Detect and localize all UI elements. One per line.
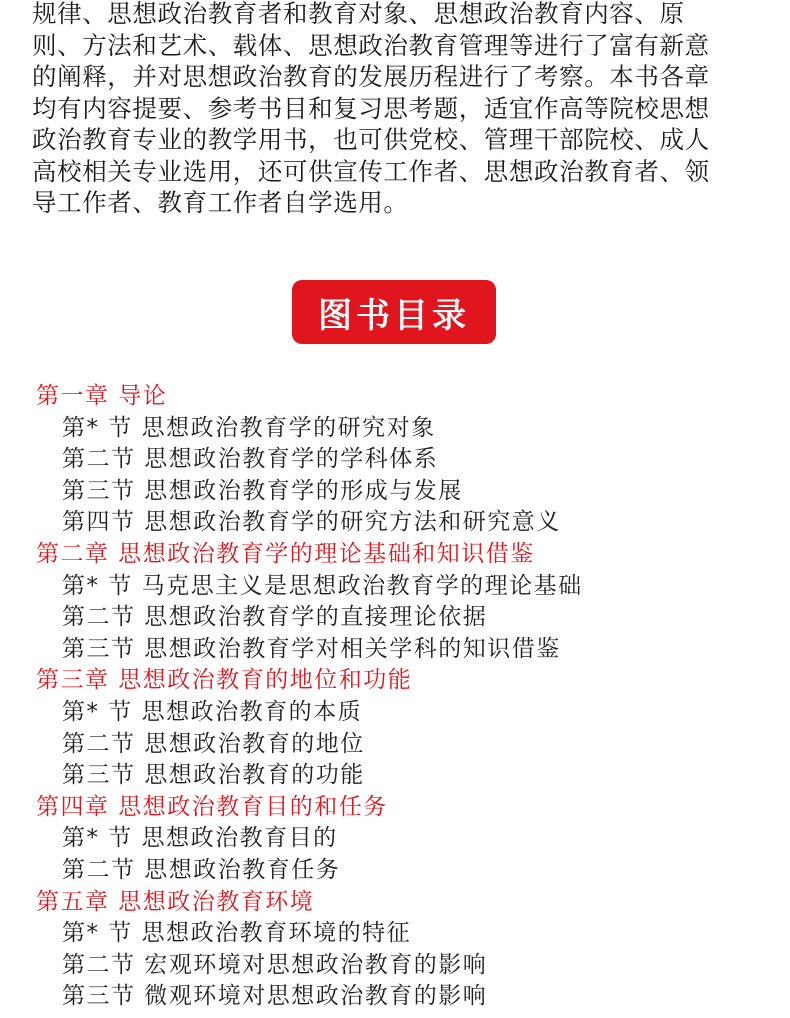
section-item: 第二节 思想政治教育学的学科体系 <box>62 446 439 473</box>
section-item: 第三节 思想政治教育的功能 <box>62 762 365 789</box>
section-item: 第二节 宏观环境对思想政治教育的影响 <box>62 951 488 978</box>
intro-line: 则、方法和艺术、载体、思想政治教育管理等进行了富有新意 <box>32 30 710 60</box>
intro-line: 导工作者、教育工作者自学选用。 <box>32 188 409 217</box>
intro-line: 规律、思想政治教育者和教育对象、思想政治教育内容、原 <box>32 0 685 28</box>
chapter-title: 第五章 思想政治教育环境 <box>36 888 315 915</box>
section-item: 第* 节 思想政治教育的本质 <box>62 698 363 725</box>
section-item: 第三节 思想政治教育学的形成与发展 <box>62 477 463 504</box>
section-item: 第四节 思想政治教育学的研究方法和研究意义 <box>62 509 561 536</box>
chapter-title: 第四章 思想政治教育目的和任务 <box>36 793 388 820</box>
section-item: 第* 节 马克思主义是思想政治教育学的理论基础 <box>62 572 583 599</box>
chapter-title: 第三章 思想政治教育的地位和功能 <box>36 667 413 694</box>
table-of-contents-heading: 图书目录 <box>292 280 496 344</box>
section-item: 第二节 思想政治教育任务 <box>62 856 341 883</box>
intro-line: 均有内容提要、参考书目和复习思考题，适宜作高等院校思想 <box>32 93 710 123</box>
section-item: 第三节 思想政治教育学对相关学科的知识借鉴 <box>62 635 561 662</box>
chapter-title: 第二章 思想政治教育学的理论基础和知识借鉴 <box>36 540 535 567</box>
section-item: 第* 节 思想政治教育环境的特征 <box>62 920 412 947</box>
section-item: 第二节 思想政治教育学的直接理论依据 <box>62 604 488 631</box>
section-item: 第三节 微观环境对思想政治教育的影响 <box>62 983 488 1010</box>
section-item: 第二节 思想政治教育的地位 <box>62 730 365 757</box>
section-item: 第* 节 思想政治教育学的研究对象 <box>62 414 436 441</box>
chapter-title: 第一章 导论 <box>36 383 168 409</box>
section-item: 第* 节 思想政治教育目的 <box>62 825 338 852</box>
intro-paragraph <box>32 0 762 219</box>
intro-line: 政治教育专业的教学用书，也可供党校、管理干部院校、成人 <box>32 125 710 154</box>
intro-line: 高校相关专业选用，还可供宣传工作者、思想政治教育者、领 <box>32 156 710 186</box>
intro-line: 的阐释，并对思想政治教育的发展历程进行了考察。本书各章 <box>32 62 710 91</box>
table-of-contents <box>0 381 790 1013</box>
